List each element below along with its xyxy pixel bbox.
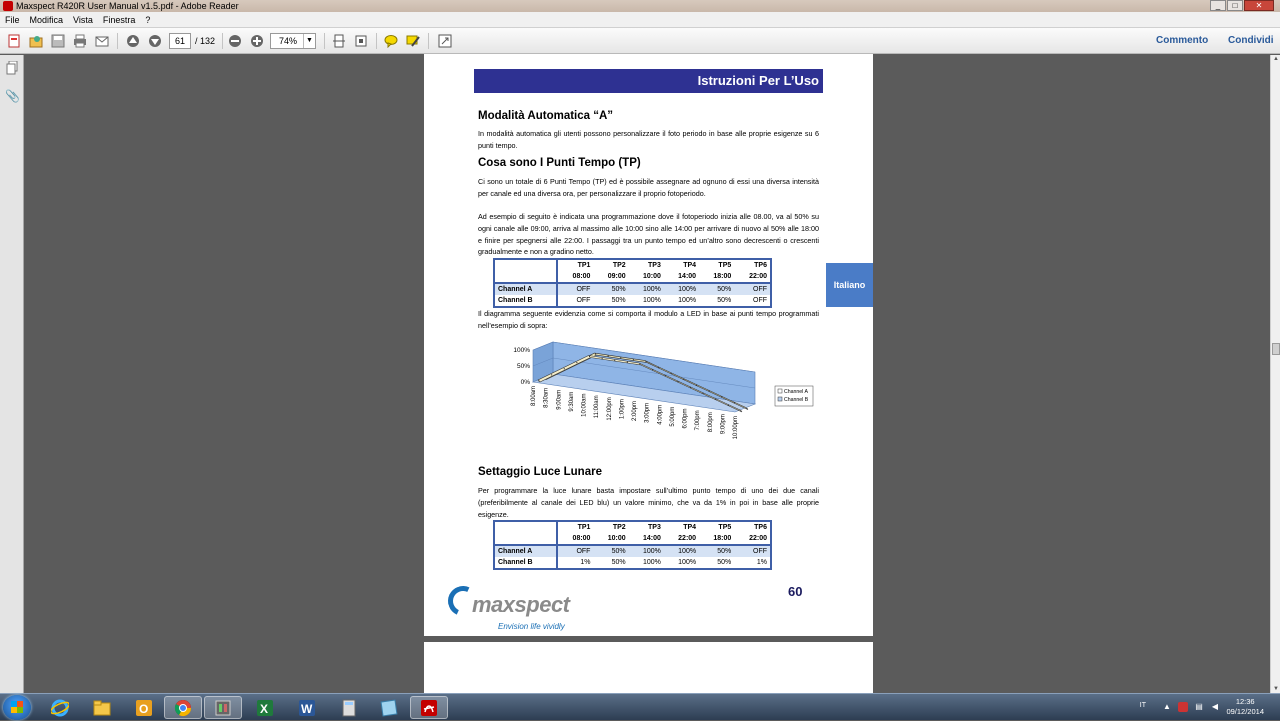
clock-time: 12:36 (1235, 697, 1255, 706)
section-heading: Cosa sono I Punti Tempo (TP) (478, 157, 641, 169)
row-label: Channel A (494, 545, 557, 557)
value-cell: 100% (642, 559, 661, 566)
attachment-icon[interactable]: 📎 (5, 89, 20, 103)
word-icon[interactable] (288, 696, 326, 719)
y-tick-label: 50% (516, 363, 530, 370)
data-point (564, 368, 565, 369)
clock[interactable] (1226, 697, 1264, 717)
section-paragraph: Per programmare la luce lunare basta impostare sull’ultimo punto tempo di uno dei due canali (preferibilmente al canale dei LED blu) un valore minimo, che va da 1% in poi in base alle proprie esigenze. (478, 486, 819, 519)
value-cell: 50% (593, 283, 628, 295)
table-time-row (494, 271, 771, 283)
time-cell: 14:00 (629, 533, 664, 545)
x-tick-label: 8:00pm (707, 412, 714, 433)
language-indicator[interactable]: IT (1139, 702, 1146, 709)
value-cell: 1% (756, 559, 767, 566)
data-point (728, 405, 729, 406)
menu-modifica[interactable]: Modifica (29, 14, 64, 25)
value-cell: OFF (753, 297, 767, 304)
menu-file[interactable]: File (5, 14, 20, 25)
windows-taskbar (0, 693, 1280, 720)
time-cell: 22:00 (664, 533, 699, 545)
section-heading: Settaggio Luce Lunare (478, 466, 602, 478)
notes-icon[interactable] (370, 696, 408, 719)
logo-tagline: Envision life vividly (498, 622, 565, 631)
previous-page-icon[interactable] (124, 32, 142, 50)
x-tick-label: 6:00pm (682, 408, 689, 429)
data-point (715, 399, 716, 400)
table-header-row (494, 259, 771, 271)
value-cell: 50% (699, 283, 734, 295)
clock-date: 09/12/2014 (1226, 707, 1264, 716)
data-point (740, 410, 741, 411)
data-point (551, 374, 552, 375)
data-point (690, 387, 691, 388)
data-point (671, 373, 672, 374)
data-point (620, 357, 621, 358)
data-point (652, 369, 653, 370)
flag-icon[interactable] (1178, 702, 1188, 712)
x-tick-label: 12:00pm (606, 397, 613, 421)
page-number: 60 (788, 584, 803, 599)
data-point (633, 359, 634, 360)
x-tick-label: 9:00pm (720, 414, 727, 435)
data-point (746, 408, 747, 409)
time-cell: 10:00 (593, 533, 628, 545)
volume-icon[interactable]: ◀ (1211, 702, 1219, 711)
internet-explorer-icon[interactable] (41, 696, 79, 719)
tp-header: TP2 (593, 521, 628, 533)
data-point (734, 402, 735, 403)
value-cell: 1% (580, 559, 591, 566)
row-label: Channel B (494, 557, 557, 569)
section-paragraph: Ci sono un totale di 6 Punti Tempo (TP) ed è possibile assegnare ad ognuno di essi una diversa intensità per canale ed una diversa ora, per personalizzare il proprio fotoperiodo. (478, 177, 819, 198)
menu-bar (0, 12, 1280, 28)
tp-header: TP3 (629, 521, 664, 533)
data-point (665, 375, 666, 376)
data-point (703, 393, 704, 394)
x-tick-label: 4:00pm (657, 404, 664, 425)
tp-header: TP1 (557, 259, 594, 271)
value-cell: OFF (734, 283, 771, 295)
close-button[interactable]: ✕ (1244, 0, 1274, 11)
data-point (658, 367, 659, 368)
section-paragraph: Ad esempio di seguito è indicata una programmazione dove il fotoperiodo inizia alle 08.00, va al 50% su ogni canale alle 09:00, arriva al massimo alle 10:00 sino alle 14:00 per arrivare di nuovo al 50% alle 18:00 e finire per spegnersi alle 22:00. I passaggi tra un punto tempo ed un’altro sono decrescenti o crescenti gradualmente e non a gradino netto. (478, 212, 819, 257)
title-bar (0, 0, 1280, 12)
value-cell: 100% (642, 297, 661, 304)
menu-vista[interactable]: Vista (73, 14, 93, 25)
timepoint-table-1 (493, 258, 772, 308)
x-tick-label: 8:30am (543, 387, 550, 408)
maximize-button[interactable]: □ (1227, 0, 1243, 11)
value-cell: 50% (717, 297, 732, 304)
commento-button[interactable]: Commento (1156, 35, 1209, 46)
condividi-button[interactable]: Condividi (1228, 35, 1274, 46)
acrobat-reader-icon[interactable] (410, 696, 448, 719)
x-tick-label: 7:00pm (695, 410, 702, 431)
excel-icon[interactable] (246, 696, 284, 719)
tp-header: TP4 (664, 259, 699, 271)
photoperiod-chart (495, 338, 825, 458)
data-point (595, 354, 596, 355)
page-number-input[interactable]: 61 (169, 33, 191, 49)
data-point (602, 358, 603, 359)
value-cell: 100% (664, 545, 699, 557)
chevron-down-icon[interactable]: ▼ (303, 34, 315, 48)
value-cell: OFF (734, 545, 771, 557)
value-cell: OFF (576, 297, 591, 304)
time-cell: 22:00 (734, 271, 771, 283)
toolbar (0, 28, 1280, 54)
tp-header: TP6 (734, 259, 771, 271)
table-row (494, 545, 771, 557)
expand-icon[interactable] (436, 32, 454, 50)
legend-swatch (778, 397, 782, 401)
x-tick-label: 1:00pm (619, 399, 626, 420)
language-side-tab: Italiano (826, 263, 873, 307)
value-cell: 50% (593, 545, 628, 557)
create-pdf-icon[interactable] (5, 32, 23, 50)
x-tick-label: 10:00am (581, 393, 588, 417)
x-tick-label: 2:00pm (632, 401, 638, 422)
adobe-reader-icon (3, 1, 13, 11)
file-explorer-icon[interactable] (83, 696, 121, 719)
zoom-in-icon[interactable] (248, 32, 266, 50)
value-cell: OFF (557, 545, 594, 557)
pdf-next-page (424, 642, 873, 693)
x-tick-label: 8:00am (531, 386, 537, 407)
time-cell: 08:00 (557, 271, 594, 283)
data-point (614, 360, 615, 361)
time-cell: 08:00 (557, 533, 594, 545)
value-cell: 50% (699, 545, 734, 557)
pages-icon[interactable] (5, 61, 19, 77)
x-tick-label: 5:00pm (669, 406, 676, 427)
legend-label: Channel B (784, 397, 809, 403)
tp-header: TP3 (629, 259, 664, 271)
tp-header: TP4 (664, 521, 699, 533)
data-point (677, 381, 678, 382)
value-cell: 50% (611, 297, 626, 304)
data-point (576, 362, 577, 363)
value-cell: 100% (678, 297, 697, 304)
value-cell: 50% (717, 559, 732, 566)
minimize-button[interactable]: _ (1210, 0, 1226, 11)
scroll-thumb[interactable] (1272, 343, 1280, 355)
value-cell: 100% (629, 283, 664, 295)
value-cell: 100% (678, 559, 697, 566)
table-time-row (494, 533, 771, 545)
zoom-select[interactable] (270, 33, 316, 49)
comment-icon[interactable] (382, 32, 400, 50)
table-row (494, 295, 771, 307)
vertical-scrollbar[interactable] (1270, 55, 1280, 693)
table-header-row (494, 521, 771, 533)
time-cell: 10:00 (629, 271, 664, 283)
tp-header: TP2 (593, 259, 628, 271)
utility-app-icon[interactable] (204, 696, 242, 719)
tray-expand-icon[interactable]: ▲ (1163, 702, 1171, 711)
navigation-pane (0, 55, 24, 693)
window-title: Maxspect R420R User Manual v1.5.pdf - Adobe Reader (16, 1, 239, 11)
legend-swatch (778, 389, 782, 393)
section-paragraph: In modalità automatica gli utenti possono personalizzare il foto periodo in base alle proprie esigenze su 6 punti tempo. (478, 129, 819, 150)
data-point (645, 361, 646, 362)
next-page-icon[interactable] (146, 32, 164, 50)
data-point (589, 356, 590, 357)
zoom-out-icon[interactable] (226, 32, 244, 50)
legend-label: Channel A (784, 389, 808, 395)
section-heading: Modalità Automatica “A” (478, 110, 614, 122)
value-cell: 50% (611, 559, 626, 566)
logo-wordmark: maxspect (472, 592, 570, 617)
maxspect-logo (448, 584, 588, 634)
data-point (721, 396, 722, 397)
chrome-icon[interactable] (164, 696, 202, 719)
value-cell: OFF (557, 283, 594, 295)
time-cell: 22:00 (734, 533, 771, 545)
data-point (696, 385, 697, 386)
menu-help[interactable]: ? (145, 14, 151, 25)
windows-logo-icon (11, 701, 23, 713)
fit-page-icon[interactable] (352, 32, 370, 50)
tp-header: TP1 (557, 521, 594, 533)
timepoint-table-2 (493, 520, 772, 570)
data-point (538, 380, 539, 381)
value-cell: 100% (664, 283, 699, 295)
menu-finestra[interactable]: Finestra (102, 14, 136, 25)
page-banner: Istruzioni Per L’Uso (474, 69, 823, 93)
network-icon[interactable]: ▤ (1195, 702, 1203, 711)
table-row (494, 557, 771, 569)
data-point (639, 363, 640, 364)
tp-header: TP6 (734, 521, 771, 533)
start-button[interactable] (3, 695, 31, 720)
time-cell: 18:00 (699, 271, 734, 283)
svg-text:W: W (301, 701, 313, 716)
tp-header: TP5 (699, 521, 734, 533)
x-tick-label: 9:30am (568, 391, 575, 412)
svg-text:X: X (260, 701, 269, 716)
open-file-icon[interactable] (27, 32, 45, 50)
page-total: / 132 (195, 36, 216, 46)
outlook-icon[interactable] (125, 696, 163, 719)
zoom-value: 74% (279, 36, 298, 46)
x-tick-label: 3:00pm (644, 402, 651, 423)
x-tick-label: 9:00am (556, 389, 563, 410)
data-point (627, 362, 628, 363)
value-cell: 100% (629, 545, 664, 557)
row-label: Channel B (494, 295, 557, 307)
print-icon[interactable] (71, 32, 89, 50)
time-cell: 18:00 (699, 533, 734, 545)
calculator-icon[interactable] (330, 696, 368, 719)
data-point (608, 355, 609, 356)
section-paragraph: Il diagramma seguente evidenzia come si comporta il modulo a LED in base ai punti tempo programmati nell’esempio di sopra: (478, 309, 819, 330)
tp-header: TP5 (699, 259, 734, 271)
y-tick-label: 0% (520, 379, 530, 386)
email-icon[interactable] (93, 32, 111, 50)
row-label: Channel A (494, 283, 557, 295)
svg-text:O: O (139, 701, 149, 716)
x-tick-label: 11:00am (594, 395, 601, 419)
scroll-down-icon[interactable]: ▼ (1273, 686, 1279, 692)
save-icon[interactable] (49, 32, 67, 50)
table-row (494, 283, 771, 295)
x-tick-label: 10:00pm (733, 416, 739, 440)
data-point (683, 379, 684, 380)
time-cell: 14:00 (664, 271, 699, 283)
time-cell: 09:00 (593, 271, 628, 283)
fit-width-icon[interactable] (330, 32, 348, 50)
scroll-up-icon[interactable]: ▲ (1273, 56, 1279, 62)
data-point (709, 390, 710, 391)
y-tick-label: 100% (513, 347, 530, 354)
highlight-icon[interactable] (404, 32, 422, 50)
